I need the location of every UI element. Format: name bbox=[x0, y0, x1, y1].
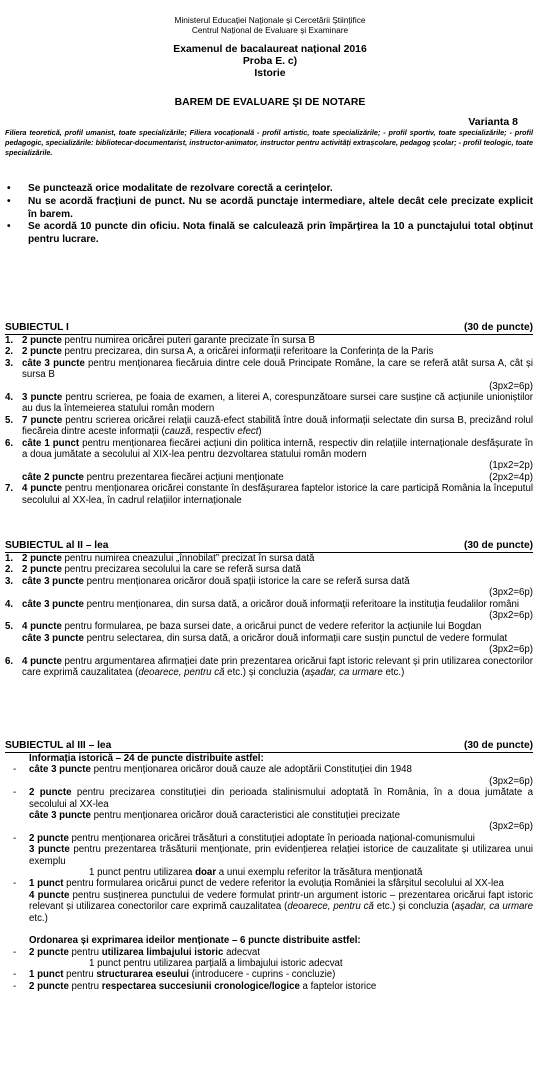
points-formula: (3px2=6p) bbox=[489, 587, 533, 599]
points-formula: (3px2=6p) bbox=[489, 610, 533, 622]
bullet-icon: • bbox=[7, 221, 11, 233]
section-3-body bbox=[5, 753, 533, 992]
criterion: - 2 puncte pentru precizarea constituției din perioada stalinismului adoptată în România, în a doua jumătate a secolului al XX-lea câte 3 puncte pentru menționarea oricăror două caracteristici ale constituției precizate (3px2=6p) bbox=[13, 787, 533, 833]
item-5: 5. 7 puncte pentru scrierea oricărei relații cauză-efect stabilită între două informații selectate din sursa B, precizând rolul fiecăreia dintre aceste informații (cauză, respectiv efect) bbox=[5, 414, 533, 438]
section-1-items bbox=[5, 335, 533, 506]
section-total: (30 de puncte) bbox=[463, 540, 533, 551]
criterion: - câte 3 puncte pentru menționarea oricăror două cauze ale adoptării Constituției din 1948 (3px2=6p) bbox=[13, 764, 533, 787]
section-total: (30 de puncte) bbox=[463, 322, 533, 333]
section-1-header bbox=[5, 322, 533, 335]
info-heading: Informația istorică – 24 de puncte distribuite astfel: bbox=[29, 753, 264, 764]
item-3: 3. câte 3 puncte pentru menționarea fiecăruia dintre cele două Principate Române, la care se referă atât sursa A, cât și sursa B (3px2=6p) bbox=[5, 357, 533, 392]
item-3: 3. câte 3 puncte pentru menționarea oricăror două spații istorice la care se referă sursa dată (3px2=6p) bbox=[5, 575, 533, 599]
points-formula: (3px2=6p) bbox=[489, 821, 533, 833]
section-2-items bbox=[5, 553, 533, 678]
points-formula: (2px2=4p) bbox=[489, 471, 533, 483]
criterion: - 1 punct pentru formularea oricărui punct de vedere referitor la evoluția României la sfârșitul secolului al XX-lea 4 puncte pentru susținerea punctului de vedere formulat printr-un argument istoric – prezentarea oricărui fapt istoric relevant și utilizarea conectorilor care exprimă cauzalitatea (deoarece, pentru că etc.) și concluzia (așadar, ca urmare etc.) bbox=[13, 878, 534, 924]
barem-title: BAREM DE EVALUARE ŞI DE NOTARE bbox=[174, 97, 366, 108]
exam-title: Examenul de bacalaureat național 2016 bbox=[173, 44, 367, 55]
rule-item: • Se acordă 10 puncte din oficiu. Nota finală se calculează prin împărțirea la 10 a punctajului total obținut pentru lucrare. bbox=[7, 221, 533, 246]
variant-label: Varianta 8 bbox=[468, 116, 518, 128]
bullet-icon: • bbox=[7, 183, 11, 194]
item-4: 4. câte 3 puncte pentru menționarea, din sursa dată, a oricăror două informații referitoare la instituția feudalilor români (3px2=6p) bbox=[5, 598, 533, 622]
subject-label: Istorie bbox=[254, 68, 286, 79]
criterion: - 2 puncte pentru respectarea succesiunii cronologice/logice a faptelor istorice bbox=[13, 980, 377, 992]
points-formula: (3px2=6p) bbox=[489, 644, 533, 656]
points-formula: (1px2=2p) bbox=[489, 460, 533, 472]
bullet-icon: • bbox=[7, 195, 11, 207]
item-2: 2. 2 puncte pentru precizarea secolului la care se referă sursa dată bbox=[5, 564, 301, 576]
item-6: 6. câte 1 punct pentru menționarea fiecărei acțiuni din politica internă, respectiv din relațiile internaționale desfășurate în a doua jumătate a secolului al XIX-lea pentru dezvoltarea statului român modern (1px2=2p) câte 2 puncte pentru prezentarea fiecărei acțiuni menționate (2px2=4p) bbox=[5, 437, 533, 483]
rule-item: • Nu se acordă fracțiuni de punct. Nu se acordă punctaje intermediare, altele decât cele precizate explicit în barem. bbox=[7, 195, 533, 220]
item-2: 2. 2 puncte pentru precizarea, din sursa A, a oricărei informații referitoare la Conferința de la Paris bbox=[5, 346, 434, 358]
rule-item: • Se punctează orice modalitate de rezolvare corectă a cerințelor. bbox=[7, 183, 333, 194]
points-formula: (3px2=6p) bbox=[489, 775, 533, 787]
criterion: - 1 punct pentru structurarea eseului (introducere - cuprins - concluzie) bbox=[13, 969, 336, 981]
criterion: - 2 puncte pentru utilizarea limbajului istoric adecvat 1 punct pentru utilizarea parțială a limbajului istoric adecvat bbox=[13, 946, 343, 969]
item-5: 5. 4 puncte pentru formularea, pe baza sursei date, a oricărui punct de vedere referitor la acțiunile lui Bogdan câte 3 puncte pentru selectarea, din sursa dată, a oricăror două informații care susțin punctul de vedere formulat (3px2=6p) bbox=[5, 621, 533, 656]
general-rules bbox=[5, 183, 533, 247]
item-4: 4. 3 puncte pentru scrierea, pe foaia de examen, a literei A, corespunzătoare sursei care susține că acțiunile unioniștilor au dus la întemeierea statului român modern bbox=[5, 392, 533, 415]
section-title: SUBIECTUL I bbox=[5, 322, 69, 333]
item-1: 1. 2 puncte pentru numirea cneazului „înnobilat” precizat în sursa dată bbox=[5, 553, 315, 564]
header-institution bbox=[0, 16, 540, 35]
center-name: Centrul Național de Evaluare și Examinare bbox=[191, 24, 349, 35]
section-title: SUBIECTUL al II – lea bbox=[5, 540, 109, 551]
section-2-header bbox=[5, 540, 533, 553]
ministry-name: Ministerul Educației Naționale și Cercetării Științifice bbox=[174, 15, 366, 25]
proba-label: Proba E. c) bbox=[242, 56, 298, 67]
criterion: - 2 puncte pentru menționarea oricărei trăsături a constituției adoptate în perioada național-comunismului 3 puncte pentru prezentarea trăsăturii menționate, prin evidențierea relației istorice de cauzalitate și utilizarea unui exemplu 1 punct pentru utilizarea doar a unui exemplu referitor la trăsătura menționată bbox=[13, 832, 533, 879]
item-1: 1. 2 puncte pentru numirea oricărei puteri garante precizate în sursa B bbox=[5, 335, 315, 346]
item-6: 6. 4 puncte pentru argumentarea afirmației date prin prezentarea oricărui fapt istoric relevant și prin utilizarea conectorilor care exprimă cauzalitatea (deoarece, pentru că etc.) și concluzia (așadar, ca urmare etc.) bbox=[5, 655, 533, 679]
ordering-heading: Ordonarea și exprimarea ideilor menționate – 6 puncte distribuite astfel: bbox=[29, 935, 361, 947]
section-title: SUBIECTUL al III – lea bbox=[5, 740, 112, 751]
item-7: 7. 4 puncte pentru menționarea oricărei constante în desfășurarea faptelor istorice la care participă România la începutul secolului al XX-lea, în cadrul relațiilor internaționale bbox=[5, 483, 533, 506]
filiera-note: Filiera teoretică, profil umanist, toate specializările; Filiera vocațională - profil artistic, toate specializările; - profil sportiv, toate specializările; - profil pedagogic, specializările: bibliotecar-documentarist, instructor-animator, instructor pentru activități extrașcolare, pedagog școlar; - profil teologic, toate specializările. bbox=[5, 128, 533, 157]
section-3-header bbox=[5, 740, 533, 753]
points-formula: (3px2=6p) bbox=[489, 380, 533, 392]
section-total: (30 de puncte) bbox=[463, 740, 533, 751]
